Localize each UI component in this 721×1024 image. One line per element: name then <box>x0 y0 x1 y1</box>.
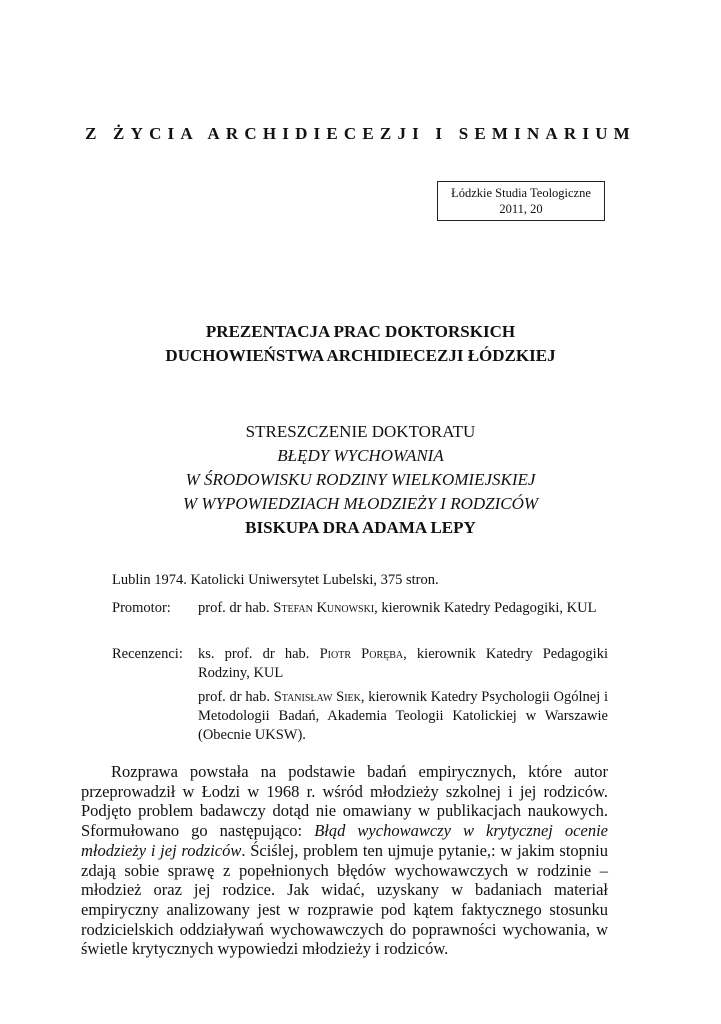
document-title <box>0 320 721 368</box>
title-line-1: PREZENTACJA PRAC DOKTORSKICH <box>205 322 516 341</box>
body-text <box>81 762 608 959</box>
title-line-2: DUCHOWIEŃSTWA ARCHIDIECEZJI ŁÓDZKIEJ <box>165 346 556 365</box>
reviewer-1-affiliation: , kierownik Katedry Pedagogiki Rodziny, KUL <box>198 646 608 681</box>
subtitle-line-2: BŁĘDY WYCHOWANIA <box>277 446 444 465</box>
reviewer-2-affiliation: , kierownik Katedry Psychologii Ogólnej i Metodologii Badań, Akademia Teologii Katolickiej w Warszawie (Obecnie UKSW). <box>198 689 609 743</box>
research-problem-italic: Błąd wychowawczy w krytycznej ocenie młodzieży i jej rodziców <box>81 821 608 860</box>
body-paragraph <box>81 762 608 959</box>
reviewer-2-title: prof. dr hab. <box>198 689 274 705</box>
journal-info-box <box>437 181 605 221</box>
reviewer-1-title: ks. prof. dr hab. <box>198 646 320 662</box>
paragraph-text-2: . Ściślej, problem ten ujmuje pytanie,: w jakim stopniu zdają sobie sprawę z popełnionych błędów wychowawczych w rodzinie – młodzież oraz jej rodzice. Jak widać, uzyskany w badaniach materiał empiryczny analizowany jest w rozprawie pod kątem faktycznego stosunku rodzicielskich oddziaływań wychowawczych do poprawności wychowania, w świetle krytycznych wypowiedzi młodzieży i rodziców. <box>81 840 608 959</box>
publication-info: Lublin 1974. Katolicki Uniwersytet Lubelski, 375 stron. <box>112 572 439 588</box>
reviewer-1-value <box>198 645 608 683</box>
promotor-title: prof. dr hab. <box>198 600 274 616</box>
reviewer-1-name: Piotr Poręba <box>319 646 404 662</box>
paragraph-text-1: Rozprawa powstała na podstawie badań empirycznych, które autor przeprowadził w Łodzi w 1968 r. wśród młodzieży szkolnej i jej rodziców. Podjęto problem badawczy dotąd nie omawiany w publikacjach naukowych. Sformułowano go następująco: <box>81 762 608 841</box>
section-header: Z ŻYCIA ARCHIDIECEZJI I SEMINARIUM <box>85 124 636 143</box>
dissertation-subtitle <box>0 420 721 540</box>
reviewer-2-value <box>198 688 608 745</box>
promotor-name: Stefan Kunowski <box>273 600 375 616</box>
reviewer-2-name: Stanisław Siek <box>273 689 361 705</box>
promotor-label: Promotor: <box>112 600 171 616</box>
subtitle-line-4: W WYPOWIEDZIACH MŁODZIEŻY I RODZICÓW <box>182 494 539 513</box>
promotor-affiliation: , kierownik Katedry Pedagogiki, KUL <box>374 600 597 616</box>
journal-issue: 2011, 20 <box>499 202 543 216</box>
reviewers-label: Recenzenci: <box>112 646 183 662</box>
promotor-value <box>198 599 608 618</box>
subtitle-line-3: W ŚRODOWISKU RODZINY WIELKOMIEJSKIEJ <box>185 470 536 489</box>
subtitle-line-1: STRESZCZENIE DOKTORATU <box>245 422 476 441</box>
journal-name: Łódzkie Studia Teologiczne <box>451 186 591 200</box>
subtitle-line-5: BISKUPA DRA ADAMA LEPY <box>245 518 476 537</box>
